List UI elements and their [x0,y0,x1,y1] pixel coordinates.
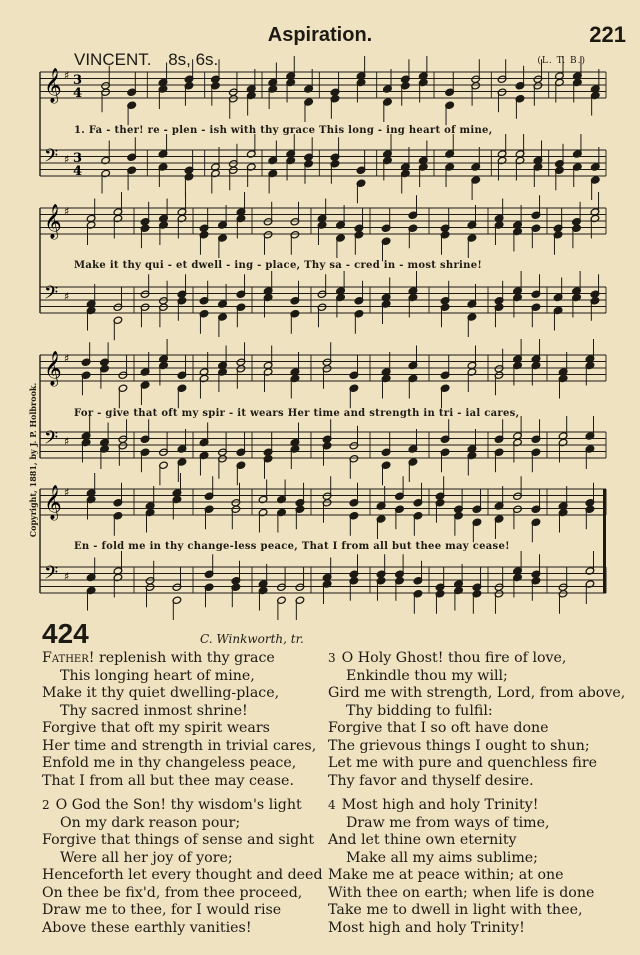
lyric-line-2: Make it thy qui - et dwell - ing - place, Thy sa - cred in - most shrine! [74,260,483,271]
key-signature: ♯ [64,570,70,583]
lyric-line-3: For - give that oft my spir - it wears Her time and strength in tri - ial cares, [74,408,520,419]
stanza-2-line-6: On thee be fix'd, from thee proceed, [42,884,303,901]
stanza-3-line-3: Gird me with strength, Lord, from above, [328,685,626,701]
page-number: 221 [589,22,626,47]
bass-clef: 𝄢 [44,146,59,171]
stanza-4-line-7: Take me to dwell in light with thee, [328,902,583,918]
key-signature: ♯ [64,435,70,448]
stanza-2-line-5: Henceforth let every thought and deed [42,867,323,883]
stanza-3-line-8: Thy favor and thyself desire. [328,772,534,789]
stanza-4-line-3: And let thine own eternity [328,832,517,848]
bass-clef: 𝄢 [44,428,59,453]
stanza-2-line-4: Were all her joy of yore; [60,849,233,866]
time-signature: 4 [73,164,83,179]
time-signature: 3 [73,73,83,88]
treble-clef: 𝄞 [44,485,62,520]
stanza-4-line-8: Most high and holy Trinity! [328,919,525,936]
hymn-number: 424 [42,618,89,649]
page-title: Aspiration. [267,24,373,46]
stanza-4-line-2: Draw me from ways of time, [346,814,550,831]
stanza-1-line-6: Her time and strength in trivial cares, [42,737,317,754]
lyric-line-4: En - fold me in thy change-less peace, That I from all but thee may cease! [74,541,510,552]
stanza-1-line-1: Father! replenish with thy grace [42,650,275,666]
lyric-line-1: 1. Fa - ther! re - plen - ish with thy grace This long - ing heart of mine, [74,125,493,136]
stanza-1-line-7: Enfold me in thy changeless peace, [42,755,297,771]
stanza-3-line-4: Thy bidding to fulfil: [346,702,493,719]
key-signature: ♯ [64,205,70,218]
stanza-3-line-1: 3 O Holy Ghost! thou fire of love, [328,650,567,666]
key-signature: ♯ [64,69,70,82]
copyright-notice: Copyright, 1881, by J. P. Holbrook. [28,382,38,538]
stanza-2-line-8: Above these earthly vanities! [42,919,252,936]
treble-clef: 𝄞 [44,204,62,239]
stanza-2-line-2: On my dark reason pour; [60,814,241,831]
bass-clef: 𝄢 [44,283,59,308]
key-signature: ♯ [64,290,70,303]
stanza-3-line-7: Let me with pure and quenchless fire [328,755,597,771]
bass-clef: 𝄢 [44,563,59,588]
stanza-4-line-4: Make all my aims sublime; [346,849,538,866]
tune-name: VINCENT. [74,50,152,69]
composer-initials: (L. T. B.) [537,56,586,66]
stanza-4-line-1: 4 Most high and holy Trinity! [328,797,539,813]
stanza-2-number: 2 [42,798,50,812]
stanza-2-line-1: 2 O God the Son! thy wisdom's light [42,797,302,813]
stanza-4-line-5: Make me at peace within; at one [328,867,564,883]
stanza-3-number: 3 [328,651,336,665]
stanza-1-line-3: Make it thy quiet dwelling-place, [42,685,280,701]
key-signature: ♯ [64,352,70,365]
tune-meter: 8s, 6s. [168,50,219,69]
time-signature: 3 [73,151,83,166]
stanza-3-line-2: Enkindle thou my will; [346,667,508,684]
stanza-4-number: 4 [328,798,336,812]
stanza-2-line-7: Draw me to thee, for I would rise [42,902,282,918]
treble-clef: 𝄞 [44,351,62,386]
stanza-2-line-3: Forgive that things of sense and sight [42,832,315,848]
key-signature: ♯ [64,153,70,166]
text-column-left [42,650,323,937]
key-signature: ♯ [64,486,70,499]
stanza-1-line-4: Thy sacred inmost shrine! [60,702,248,719]
stanza-1-first-word: Father! [42,650,95,666]
stanza-3-line-6: The grievous things I ought to shun; [328,737,590,754]
hymn-author: C. Winkworth, tr. [200,632,304,646]
final-barline [603,489,606,593]
stanza-1-line-8: That I from all but thee may cease. [42,772,294,789]
text-column-right [328,650,625,937]
stanza-1-line-5: Forgive that oft my spirit wears [42,720,270,736]
stanza-1-line-2: This longing heart of mine, [60,667,255,684]
stanza-4-line-6: With thee on earth; when life is done [328,884,595,901]
time-signature: 4 [73,86,83,101]
treble-clef: 𝄞 [44,68,62,103]
stanza-3-line-5: Forgive that I so oft have done [328,720,549,736]
